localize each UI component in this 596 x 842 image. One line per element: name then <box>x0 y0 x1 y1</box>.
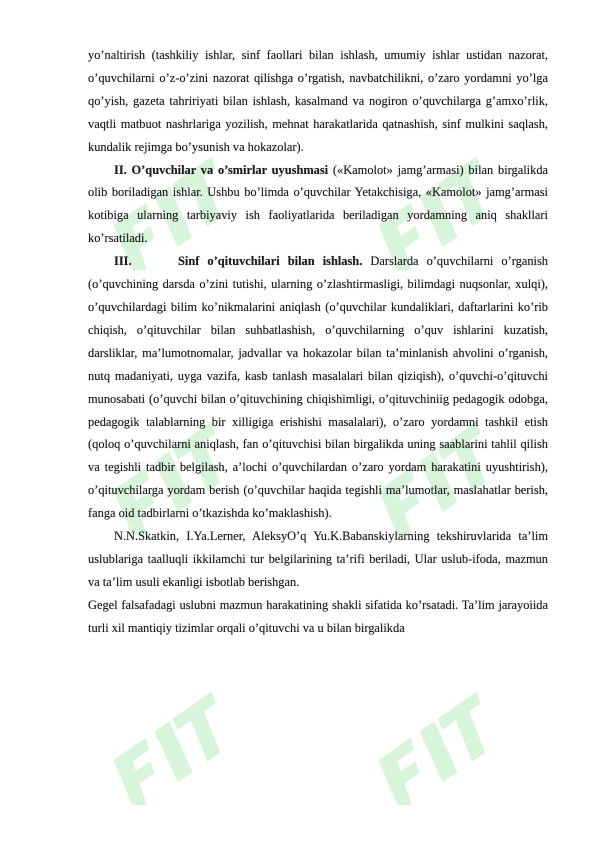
watermark-logo <box>95 685 245 805</box>
paragraph-hegel: Gegel falsafadagi uslubni mazmun harakatining shakli sifatida ko’rsatadi. Ta’lim jarayoiida turli xil mantiqiy tizimlar orqali o’qituvchi va u bilan birgalikda <box>88 597 548 635</box>
section-number-iii: III. <box>114 254 132 269</box>
section-heading-iii: Sinf o’qituvchilari bilan ishlash. <box>178 254 363 269</box>
section-heading-ii: II. O’quvchilar va o’smirlar uyushmasi <box>114 162 329 177</box>
paragraph-subject-teachers <box>88 250 548 525</box>
section-text-ii: («Kamolot» jamg’armasi) bilan birgalikda olib boriladigan ishlar. Ushbu bo’limda o’quvchilar Yetakchisiga, «Kamolot» jamg’armasi kotibiga ularning tarbiyaviy ish faoliyatlarida beriladigan yordamning aniq shakllari ko’rsatiladi. <box>88 162 549 246</box>
paragraph-authors: N.N.Skatkin, I.Ya.Lerner, AleksyO’q Yu.K.Babanskiylarning tekshiruvlarida ta’lim uslublariga taalluqli ikkilamchi tur belgilarining ta’rifi beriladi, Ular uslub-ifoda, mazmun va ta’lim usuli ekanligi isbotlab berishgan. <box>88 529 548 589</box>
paragraph-continuation: yo’naltirish (tashkiliy ishlar, sinf faollari bilan ishlash, umumiy ishlar ustidan nazorat, o’quvchilarni o’z-o’zini nazorat qilishga o’rgatish, navbatchilikni, o’zaro yordamni yo’lga qo’yish, gazeta tahririyati bilan ishlash, kasalmand va nogiron o’quvchilarga g’amxo’rlik, vaqtli matbuot nashrlariga yozilish, mehnat harakatlarida qatnashish, sinf mulkini saqlash, kundalik rejimga bo’ysunish va hokazolar). <box>88 48 548 154</box>
body-text <box>88 44 548 640</box>
paragraph-youth-union <box>88 159 548 251</box>
watermark-logo <box>360 685 510 805</box>
section-text-iii: Darslarda o’quvchilarni o’rganish (o’quvchining darsda o’zini tutishi, ularning o’zlashtirmasligi, bilimdagi nuqsonlar, xulqi), o’quvchilardagi bilim ko’nikmalarini aniqlash (o’quvchilar kundaliklari, daftarlarini ko’rib chiqish, o’qituvchilar bilan suhbatlashish, o’quvchilarning o’quv ishlarini kuzatish, darsliklar, ma’lumotnomalar, jadvallar va hokazolar bilan ta’minlanish ahvolini o’rganish, nutq madaniyati, uyga vazifa, kasb tanlash masalalari bilan qiziqish), o’quvchi-o’qituvchi munosabati (o’quvchi bilan o’qituvchining chiqishimligi, o’qituvchiniig pedagogik odobga, pedagogik talablarning bir xilligiga erishishi masalalari), o’zaro yordamni tashkil etish (qoloq o’quvchilarni aniqlash, fan o’qituvchisi bilan birgalikda uning saablarini tahlil qilish va tegishli tadbir belgilash, a’lochi o’quvchilardan o’zaro yordam harakatini uyushtirish), o’qituvchilarga yordam berish (o’quvchilar haqida tegishli ma’lumotlar, maslahatlar berish, fanga oid tadbirlarni o’tkazishda ko’maklashish). <box>88 254 548 521</box>
